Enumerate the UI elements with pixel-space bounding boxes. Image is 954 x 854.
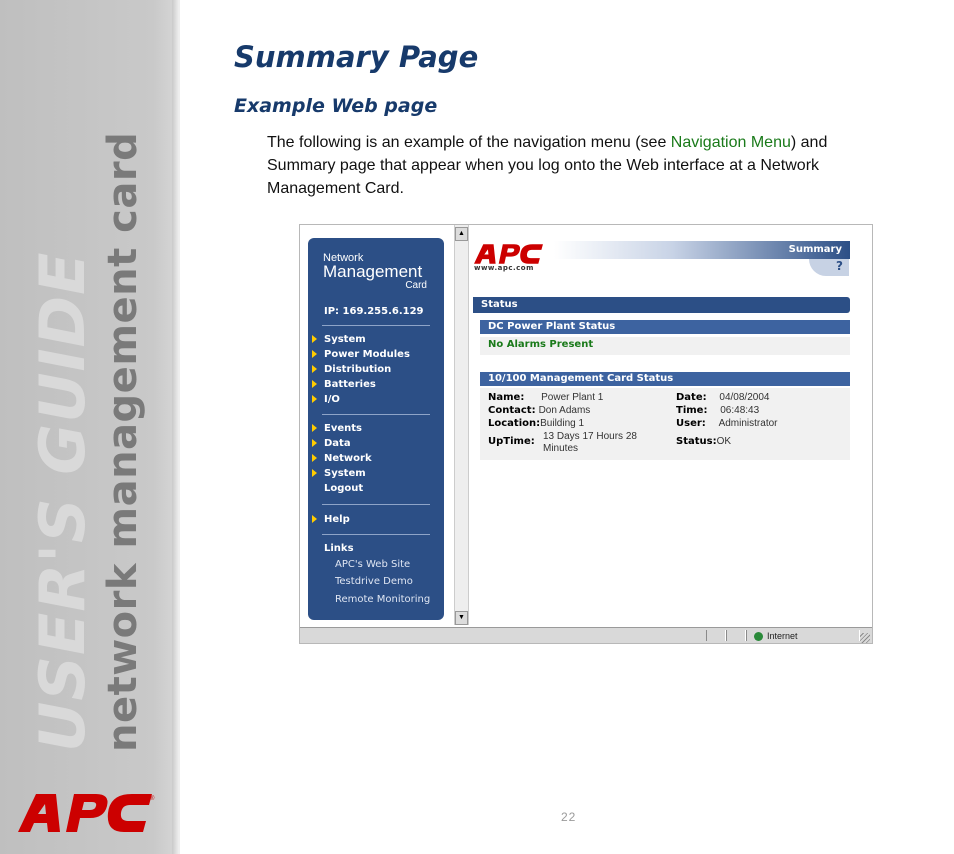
brand-line-1: Network bbox=[323, 252, 364, 264]
nav-links-title: Links bbox=[324, 543, 354, 554]
nav-ip-address: IP: 169.255.6.129 bbox=[324, 306, 424, 317]
intro-text-1: The following is an example of the navigation menu (see bbox=[267, 134, 671, 151]
nav-link-apc-web-site[interactable]: APC's Web Site bbox=[335, 559, 411, 570]
intro-paragraph bbox=[267, 131, 877, 200]
alarm-status-text: No Alarms Present bbox=[488, 339, 594, 350]
arrow-right-icon bbox=[312, 424, 317, 432]
page-title: Summary Page bbox=[234, 40, 479, 74]
apc-logo bbox=[16, 792, 156, 834]
dc-status-panel bbox=[480, 337, 850, 355]
nav-item-data[interactable]: Data bbox=[324, 438, 351, 449]
arrow-right-icon bbox=[312, 439, 317, 447]
uptime-label: UpTime: bbox=[488, 436, 535, 447]
arrow-right-icon bbox=[312, 469, 317, 477]
location-field: Location:Building 1 bbox=[488, 418, 585, 429]
arrow-right-icon bbox=[312, 380, 317, 388]
nav-item-power-modules[interactable]: Power Modules bbox=[324, 349, 410, 360]
contact-field: Contact: Don Adams bbox=[488, 405, 591, 416]
vertical-scrollbar[interactable] bbox=[454, 225, 469, 625]
nav-item-system-admin[interactable]: System bbox=[324, 468, 366, 479]
nav-divider bbox=[322, 325, 430, 326]
section-title: Example Web page bbox=[234, 95, 438, 117]
uptime-value: 13 Days 17 Hours 28 Minutes bbox=[543, 431, 637, 454]
nav-item-help[interactable]: Help bbox=[324, 514, 350, 525]
header-title: Summary bbox=[788, 244, 842, 255]
status-segment bbox=[726, 630, 746, 641]
name-field: Name: Power Plant 1 bbox=[488, 392, 604, 403]
apc-url: www.apc.com bbox=[474, 264, 534, 272]
time-field: Time: 06:48:43 bbox=[676, 405, 760, 416]
status-segment bbox=[706, 630, 726, 641]
nav-item-io[interactable]: I/O bbox=[324, 394, 340, 405]
nav-link-testdrive-demo[interactable]: Testdrive Demo bbox=[335, 576, 413, 587]
brand-line-2: Management bbox=[323, 262, 423, 281]
arrow-right-icon bbox=[312, 395, 317, 403]
help-icon: ? bbox=[836, 259, 843, 273]
nav-item-events[interactable]: Events bbox=[324, 423, 362, 434]
sidebar-edge bbox=[172, 0, 186, 854]
header-bar bbox=[554, 241, 850, 259]
scroll-down-icon[interactable]: ▼ bbox=[455, 611, 468, 625]
date-field: Date: 04/08/2004 bbox=[676, 392, 770, 403]
users-guide-vertical-text: USER'S GUIDE bbox=[26, 251, 99, 752]
trademark-mark: ® bbox=[150, 796, 155, 802]
nav-brand bbox=[323, 252, 427, 291]
nav-item-network[interactable]: Network bbox=[324, 453, 372, 464]
status-bar-heading: Status bbox=[473, 297, 850, 313]
arrow-right-icon bbox=[312, 350, 317, 358]
nav-item-batteries[interactable]: Batteries bbox=[324, 379, 376, 390]
navigation-menu-link[interactable]: Navigation Menu bbox=[670, 134, 791, 151]
arrow-right-icon bbox=[312, 454, 317, 462]
navigation-menu bbox=[308, 238, 444, 620]
nav-divider bbox=[322, 414, 430, 415]
browser-status-bar bbox=[300, 627, 872, 644]
resize-grip-icon[interactable] bbox=[860, 633, 870, 643]
status-segment bbox=[746, 630, 860, 641]
nav-item-system[interactable]: System bbox=[324, 334, 366, 345]
brand-line-3: Card bbox=[405, 280, 427, 291]
user-field: User: Administrator bbox=[676, 418, 778, 429]
scroll-up-icon[interactable]: ▲ bbox=[455, 227, 468, 241]
nav-item-distribution[interactable]: Distribution bbox=[324, 364, 391, 375]
arrow-right-icon bbox=[312, 335, 317, 343]
arrow-right-icon bbox=[312, 515, 317, 523]
apc-header-logo bbox=[473, 243, 545, 265]
web-interface-screenshot bbox=[299, 224, 873, 644]
management-card-panel bbox=[480, 388, 850, 460]
internet-zone-label: Internet bbox=[767, 631, 798, 641]
page-number: 22 bbox=[561, 810, 577, 824]
intro-text-2: ) and Summary page that appear when you log onto the Web interface at a Network Management Card. bbox=[267, 134, 828, 197]
management-card-heading: 10/100 Management Card Status bbox=[480, 372, 850, 386]
status-field: Status:OK bbox=[676, 436, 732, 447]
nav-item-logout[interactable]: Logout bbox=[324, 483, 364, 494]
nav-link-remote-monitoring[interactable]: Remote Monitoring bbox=[335, 594, 431, 605]
help-button[interactable] bbox=[809, 259, 849, 276]
nav-divider bbox=[322, 534, 430, 535]
arrow-right-icon bbox=[312, 365, 317, 373]
nav-divider bbox=[322, 504, 430, 505]
dc-power-plant-heading: DC Power Plant Status bbox=[480, 320, 850, 334]
product-vertical-text: network management card bbox=[100, 131, 146, 752]
internet-zone-icon bbox=[754, 632, 763, 641]
